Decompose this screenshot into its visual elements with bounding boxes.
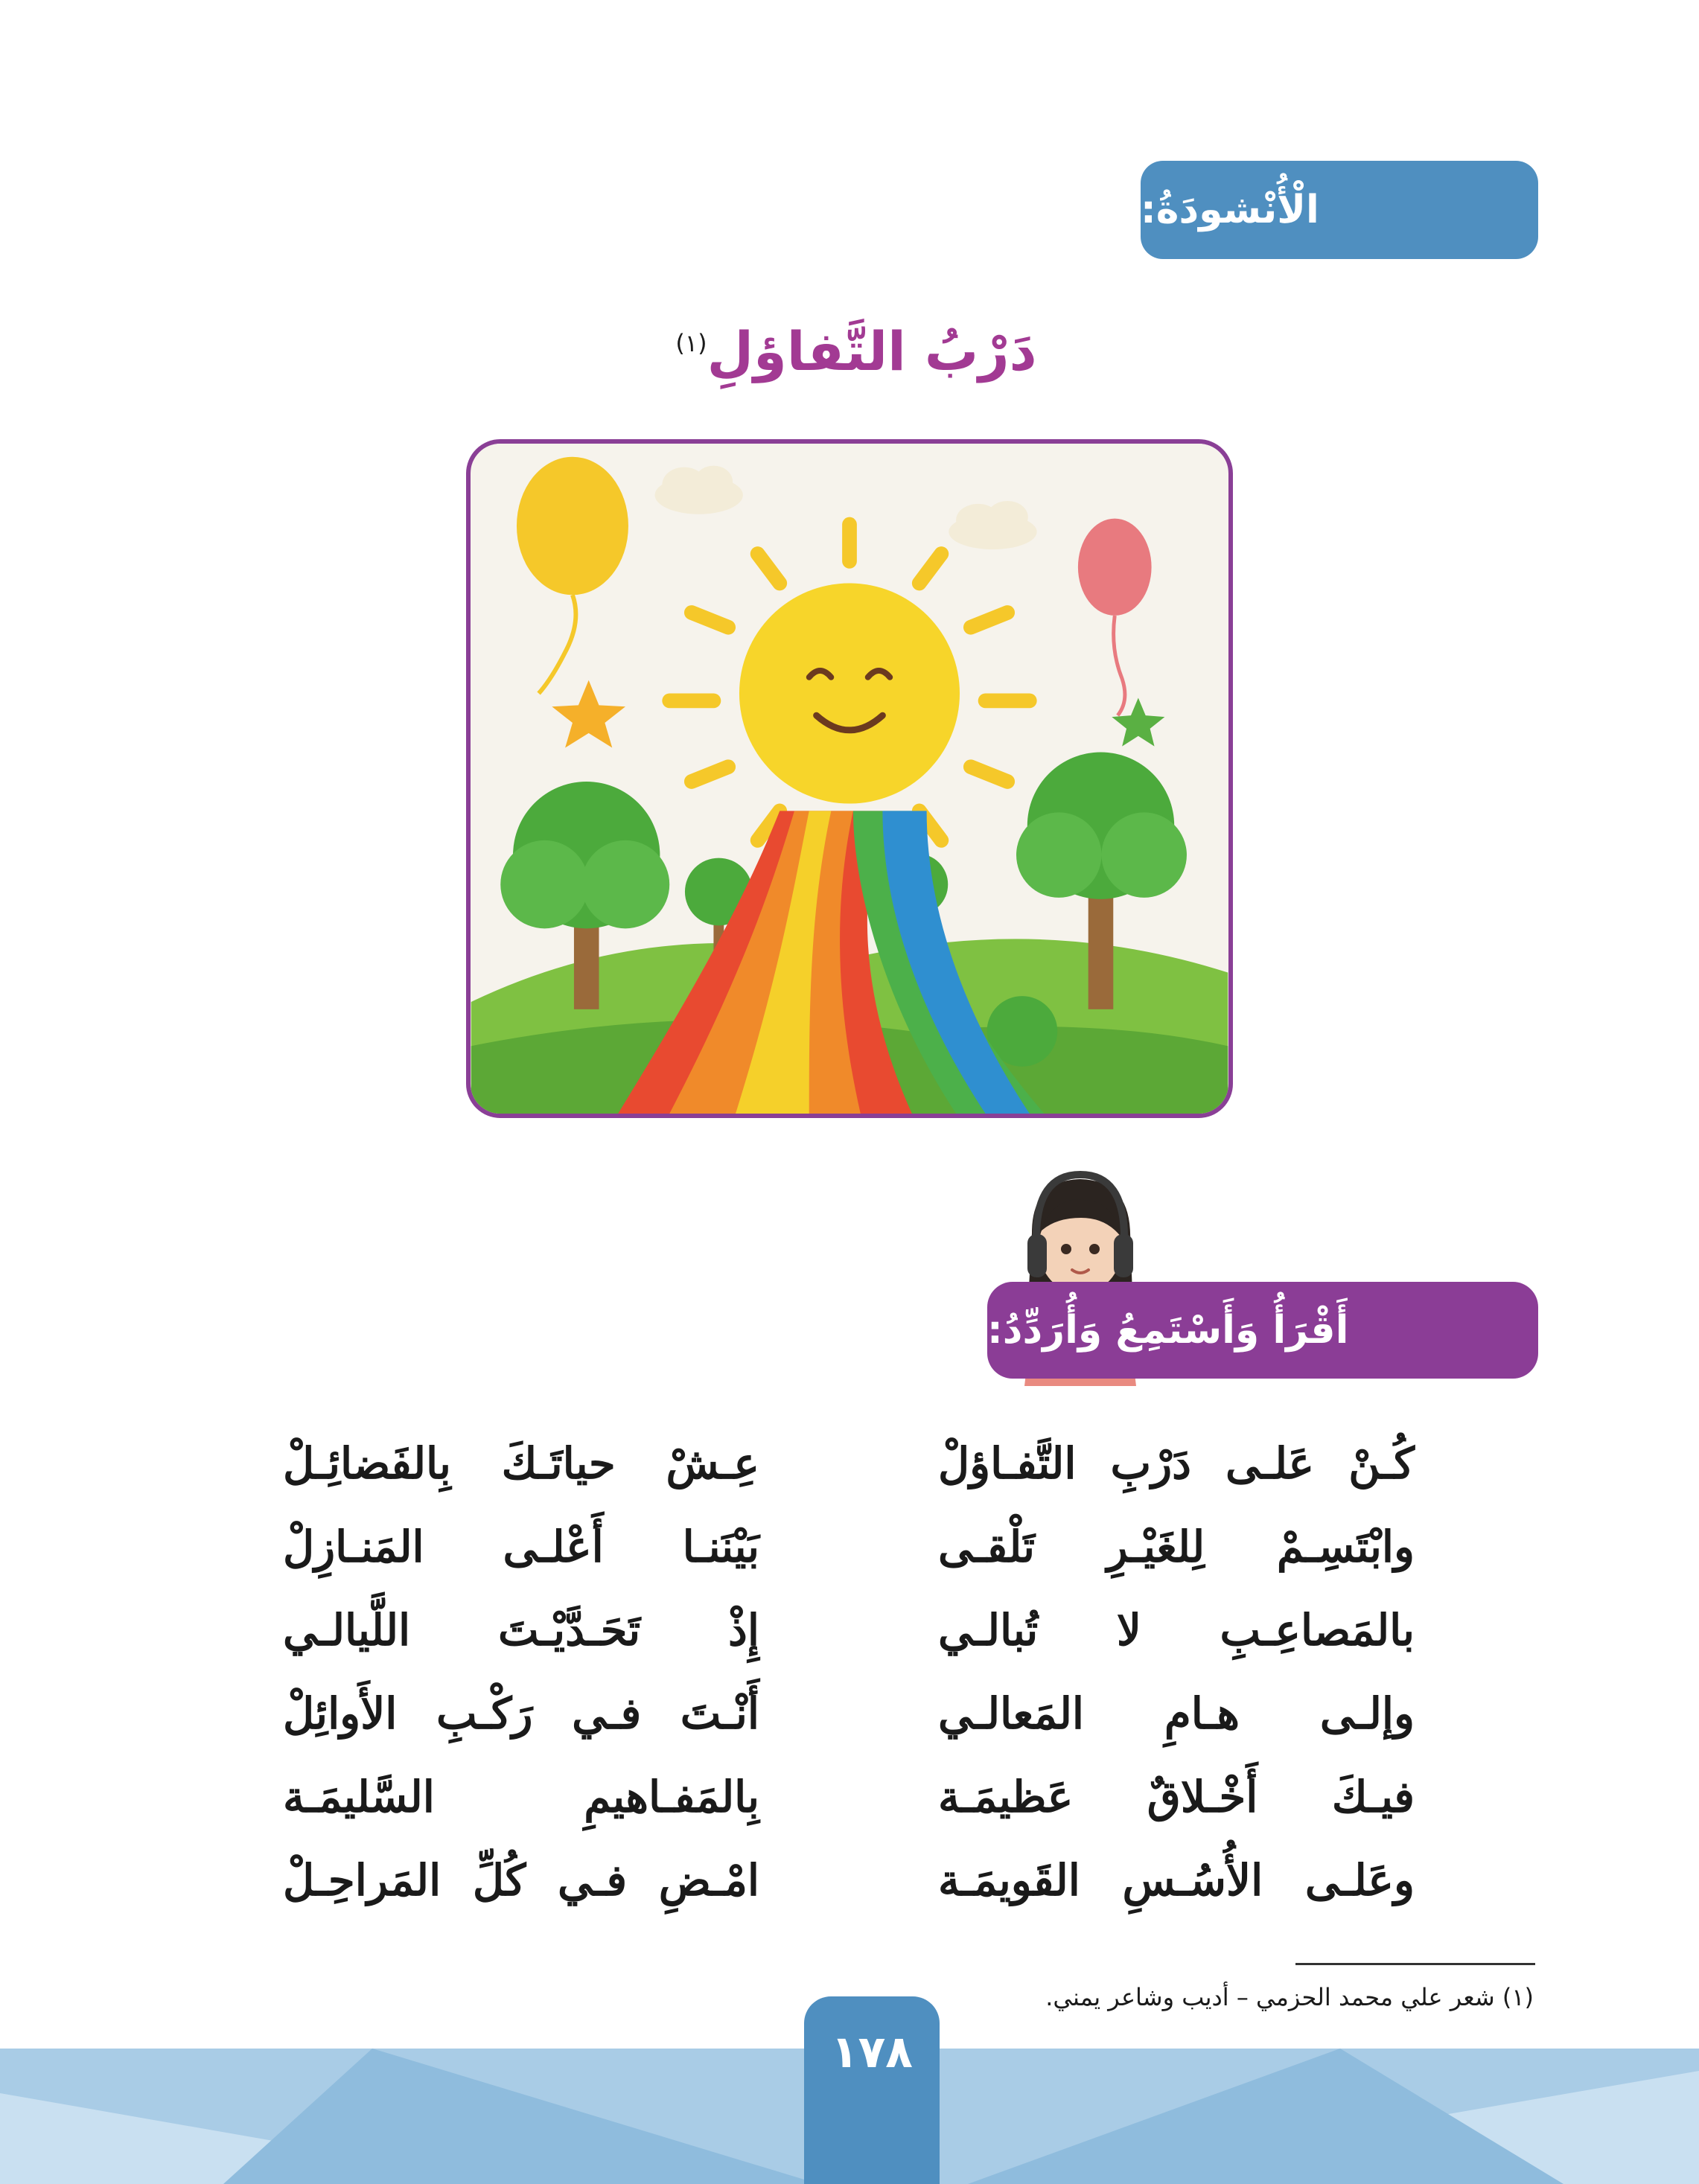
footnote: (١) شعر علي محمد الحزمي – أديب وشاعر يمني. [1045,1983,1534,2011]
verse-line: وإلـى هـامِ المَعالـي [938,1688,1415,1739]
smiling-sun-rainbow-road-icon [471,444,1228,1114]
verse-line: بَيْنَنـا أَعْلـى المَنـازِلْ [283,1522,759,1572]
footnote-divider [1295,1963,1535,1965]
verse-line: وابْتَسِـمْ لِلغَيْـرِ تَلْقـى [938,1522,1415,1572]
page-number: ١٧٨ [831,2026,913,2078]
footnote-marker: (١) [675,329,707,357]
sun-rainbow-illustration [466,439,1233,1118]
verse-line: بِالمَفـاهيمِ السَّليمَـة [283,1772,759,1822]
poem-title-text: دَرْبُ التَّفاؤلِ [707,320,1037,383]
verse-line: وعَلـى الأُسُـسِ القَويمَـة [938,1855,1415,1906]
section-heading-pill [1141,161,1538,259]
page-number-tab [804,1996,940,2184]
activity-heading-pill [987,1282,1538,1379]
poem-title [596,320,1117,383]
verse-line: بالمَصاعِـبِ لا تُبالـي [938,1605,1415,1655]
activity-heading-label: أَقْرَأُ وَأَسْتَمِعُ وَأُرَدِّدُ: [987,1308,1349,1353]
verses-right-column [938,1422,1415,1922]
verse-line: إِذْ تَحَـدَّيْـتَ اللَّيالـي [283,1605,759,1655]
verse-line: امْـضِ فـي كُلِّ المَراحِـلْ [283,1855,759,1906]
section-heading-label: الْأُنْشودَةُ: [1141,188,1319,232]
verses-left-column [283,1422,759,1922]
verse-line: عِـشْ حياتَـكَ بِالفَضائِـلْ [283,1438,759,1489]
verse-line: أَنْـتَ فـي رَكْـبِ الأَوائِلْ [283,1688,759,1739]
verse-line: فيـكَ أَخْـلاقٌ عَظيمَـة [938,1772,1415,1822]
verse-line: كُـنْ عَلـى دَرْبِ التَّفـاؤلْ [938,1438,1415,1489]
